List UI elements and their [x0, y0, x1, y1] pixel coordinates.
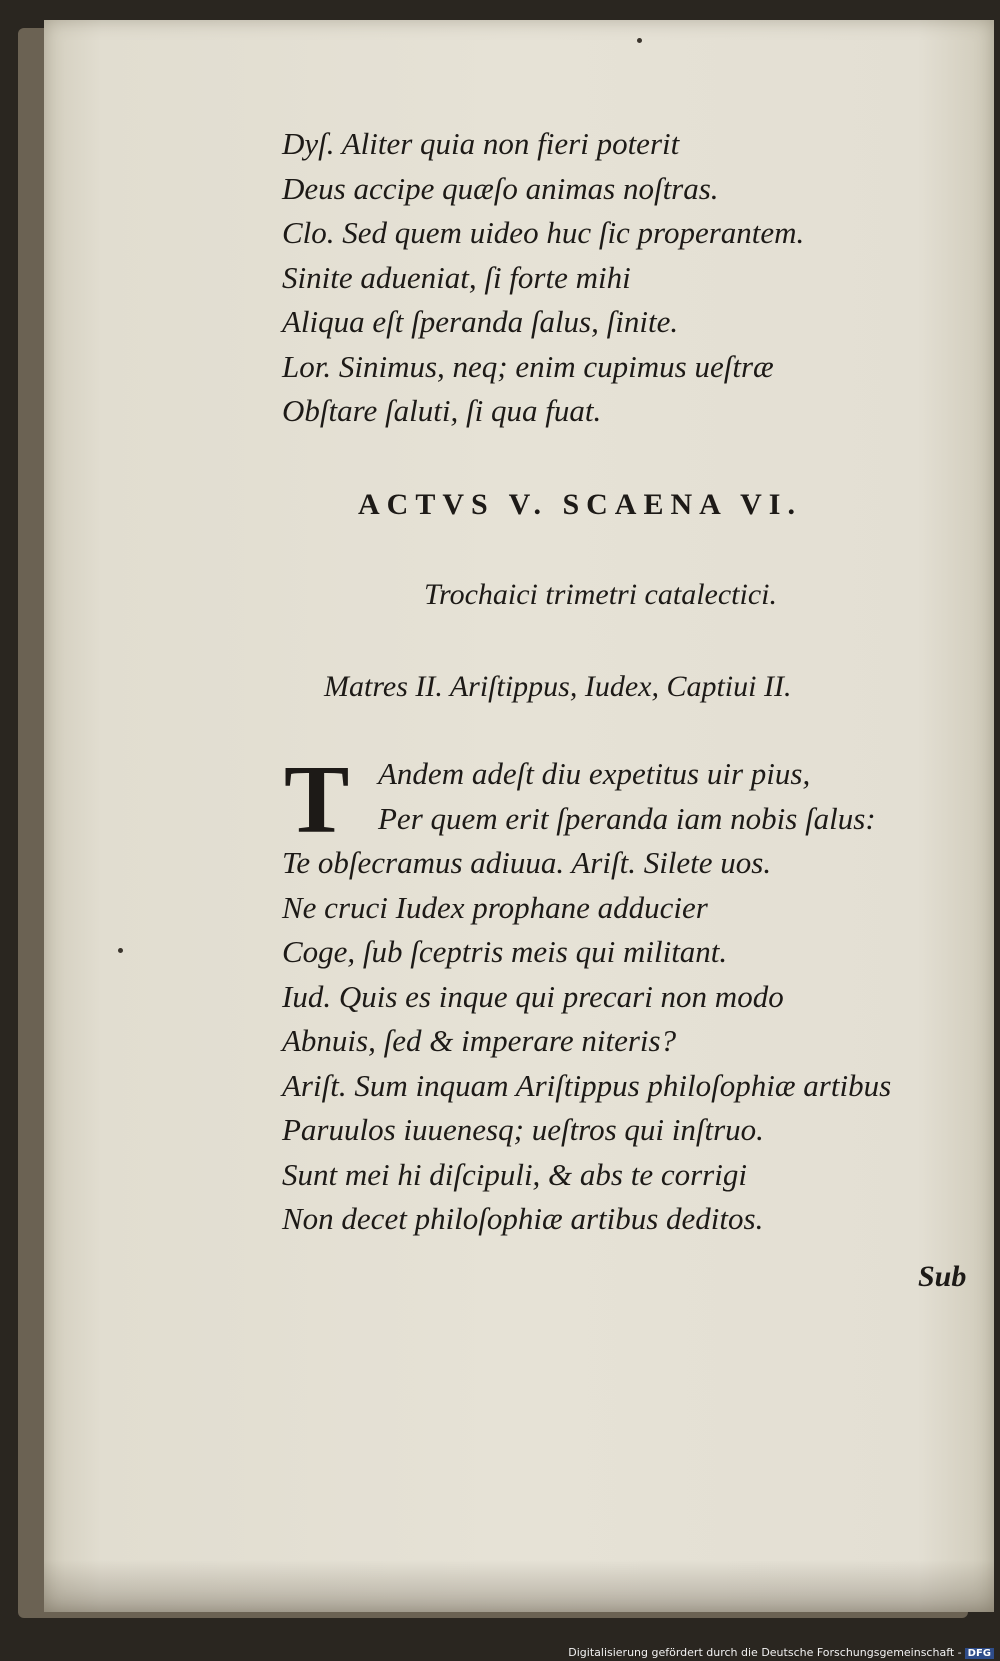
drop-cap-initial: T — [284, 746, 350, 854]
dfg-logo: DFG — [965, 1648, 994, 1659]
verse-line: Iud. Quis es inque qui precari non modo — [282, 978, 784, 1014]
verse-line: Aliqua eſt ſperanda ſalus, ſinite. — [282, 304, 679, 339]
verse-line: Per quem erit ſperanda iam nobis ſalus: — [378, 800, 876, 836]
verse-line: Coge, ſub ſceptris meis qui militant. — [282, 934, 728, 969]
verse-line: Non decet philoſophiæ artibus deditos. — [282, 1201, 764, 1236]
digitization-credit — [568, 1646, 994, 1659]
catchword: Sub — [918, 1260, 967, 1293]
verse-line: Ariſt. Sum inquam Ariſtippus philoſophiæ artibus — [282, 1067, 892, 1103]
verse-line: Te obſecramus adiuua. Ariſt. Silete uos. — [282, 845, 772, 880]
verse-line: Clo. Sed quem uideo huc ſic properantem. — [282, 215, 805, 250]
credit-text: Digitalisierung gefördert durch die Deutsche Forschungsgemeinschaft - — [568, 1646, 962, 1659]
verse-block-1 — [282, 122, 982, 434]
verse-line: Abnuis, ſed & imperare niteris? — [282, 1023, 677, 1058]
page-shadow — [44, 1560, 994, 1612]
cast-list: Matres II. Ariſtippus, Iudex, Captiui II. — [324, 670, 792, 703]
verse-line: Deus accipe quæſo animas noſtras. — [282, 170, 719, 206]
verse-line: Ne cruci Iudex prophane adducier — [282, 889, 708, 925]
meter-note: Trochaici trimetri catalectici. — [424, 578, 777, 611]
verse-line: Obſtare ſaluti, ſi qua fuat. — [282, 393, 602, 428]
ink-speck — [118, 948, 123, 953]
verse-line: Paruulos iuuenesq; ueſtros qui inſtruo. — [282, 1112, 764, 1147]
verse-block-2 — [282, 746, 892, 1242]
verse-line: Dyſ. Aliter quia non fieri poterit — [282, 126, 680, 161]
verse-line: Lor. Sinimus, neq; enim cupimus ueſtræ — [282, 348, 774, 384]
verse-line: Sunt mei hi diſcipuli, & abs te corrigi — [282, 1156, 747, 1192]
verse-line: Andem adeſt diu expetitus uir pius, — [378, 756, 811, 791]
ink-speck — [637, 38, 642, 43]
verse-line: Sinite adueniat, ſi forte mihi — [282, 259, 631, 295]
act-scene-heading: ACTVS V. SCAENA VI. — [358, 488, 802, 521]
